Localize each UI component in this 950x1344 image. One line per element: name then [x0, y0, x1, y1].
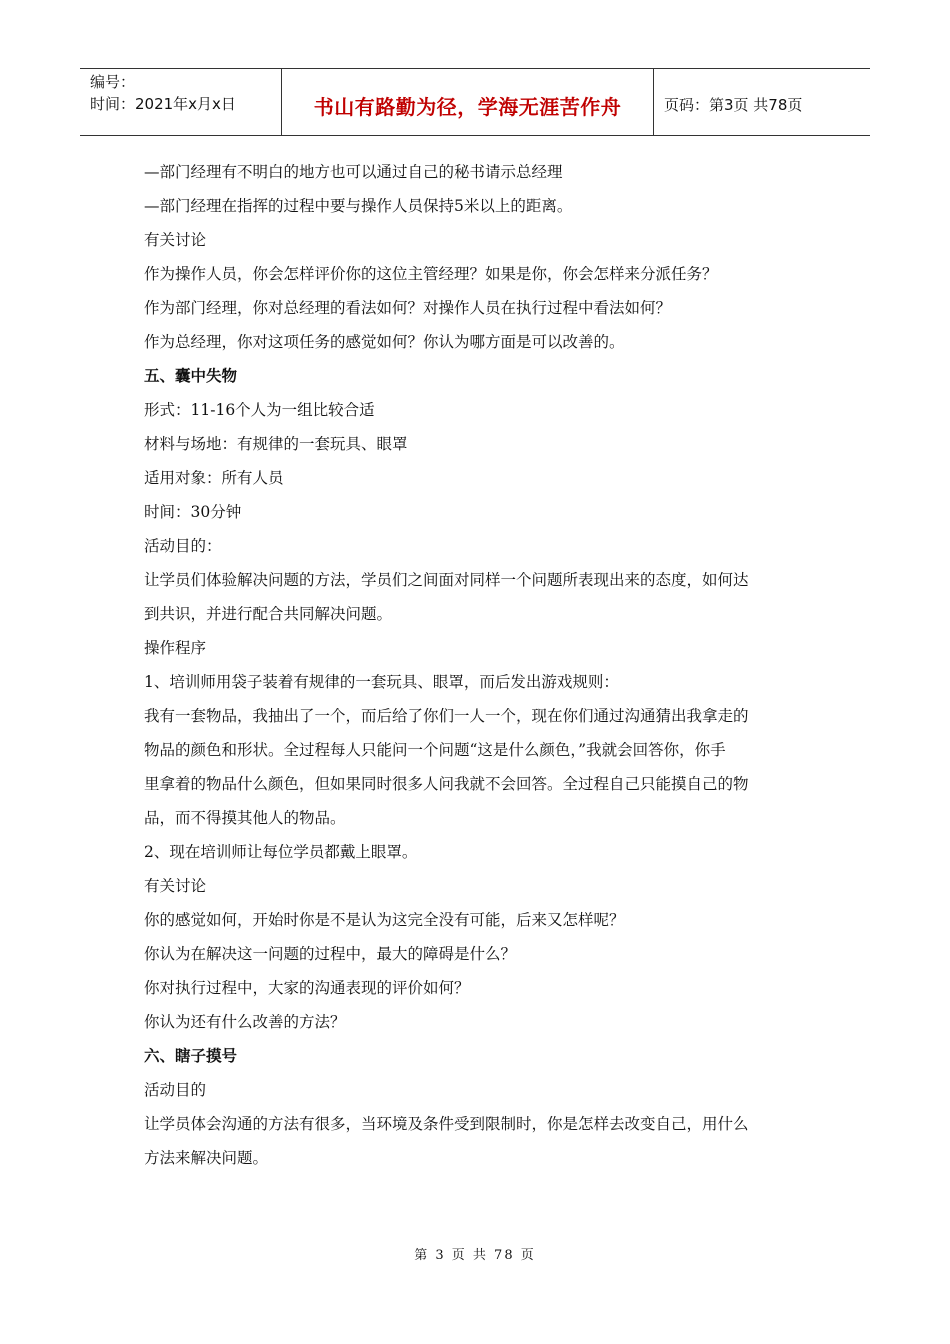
- page-header: [80, 68, 870, 136]
- paragraph-line: 里拿着的物品什么颜色，但如果同时很多人问我就不会回答。全过程自己只能摸自己的物: [144, 775, 749, 793]
- header-page-info-cell: [654, 69, 870, 135]
- document-date-label: 时间：2021年x月x日: [90, 95, 236, 113]
- paragraph-line: —部门经理在指挥的过程中要与操作人员保持5米以上的距离。: [144, 197, 573, 215]
- paragraph-line: 让学员体会沟通的方法有很多，当环境及条件受到限制时，你是怎样去改变自己，用什么: [144, 1115, 749, 1133]
- paragraph-line: 我有一套物品，我抽出了一个，而后给了你们一人一个，现在你们通过沟通猜出我拿走的: [144, 707, 749, 725]
- header-meta: [80, 69, 282, 135]
- document-number-label: 编号：: [90, 73, 136, 91]
- header-page-info: 页码：第3页 共78页: [664, 95, 803, 114]
- paragraph-line: 有关讨论: [144, 231, 207, 249]
- paragraph-line: 活动目的: [144, 1081, 207, 1099]
- paragraph-line: 作为总经理，你对这项任务的感觉如何？你认为哪方面是可以改善的。: [144, 333, 625, 351]
- paragraph-line: 你认为还有什么改善的方法？: [144, 1013, 346, 1031]
- section-heading: 六、瞎子摸号: [144, 1047, 238, 1065]
- paragraph-line: 有关讨论: [144, 877, 207, 895]
- paragraph-line: 方法来解决问题。: [144, 1149, 269, 1167]
- paragraph-line: 你对执行过程中，大家的沟通表现的评价如何？: [144, 979, 470, 997]
- document-body: [144, 155, 808, 1175]
- paragraph-line: 作为部门经理，你对总经理的看法如何？对操作人员在执行过程中看法如何？: [144, 299, 672, 317]
- paragraph-line: 适用对象：所有人员: [144, 469, 284, 487]
- paragraph-line: 品，而不得摸其他人的物品。: [144, 809, 346, 827]
- paragraph-line: —部门经理有不明白的地方也可以通过自己的秘书请示总经理: [144, 163, 563, 181]
- header-motto: 书山有路勤为径，学海无涯苦作舟: [313, 94, 622, 119]
- paragraph-line: 1、培训师用袋子装着有规律的一套玩具、眼罩，而后发出游戏规则：: [144, 673, 619, 691]
- page-footer: 第 3 页 共 78 页: [414, 1248, 536, 1263]
- paragraph-line: 到共识，并进行配合共同解决问题。: [144, 605, 393, 623]
- paragraph-line: 时间：30分钟: [144, 503, 242, 521]
- paragraph-line: 物品的颜色和形状。全过程每人只能问一个问题“这是什么颜色，”我就会回答你，你手: [144, 741, 726, 759]
- paragraph-line: 让学员们体验解决问题的方法，学员们之间面对同样一个问题所表现出来的态度，如何达: [144, 571, 749, 589]
- paragraph-line: 2、现在培训师让每位学员都戴上眼罩。: [144, 843, 418, 861]
- paragraph-line: 活动目的：: [144, 537, 222, 555]
- paragraph-line: 操作程序: [144, 639, 207, 657]
- paragraph-line: 形式：11-16个人为一组比较合适: [144, 401, 375, 419]
- paragraph-line: 材料与场地：有规律的一套玩具、眼罩: [144, 435, 408, 453]
- paragraph-line: 你的感觉如何，开始时你是不是认为这完全没有可能，后来又怎样呢？: [144, 911, 625, 929]
- paragraph-line: 你认为在解决这一问题的过程中，最大的障碍是什么？: [144, 945, 517, 963]
- section-heading: 五、囊中失物: [144, 367, 238, 385]
- header-motto-cell: [282, 69, 654, 135]
- paragraph-line: 作为操作人员，你会怎样评价你的这位主管经理？如果是你，你会怎样来分派任务？: [144, 265, 718, 283]
